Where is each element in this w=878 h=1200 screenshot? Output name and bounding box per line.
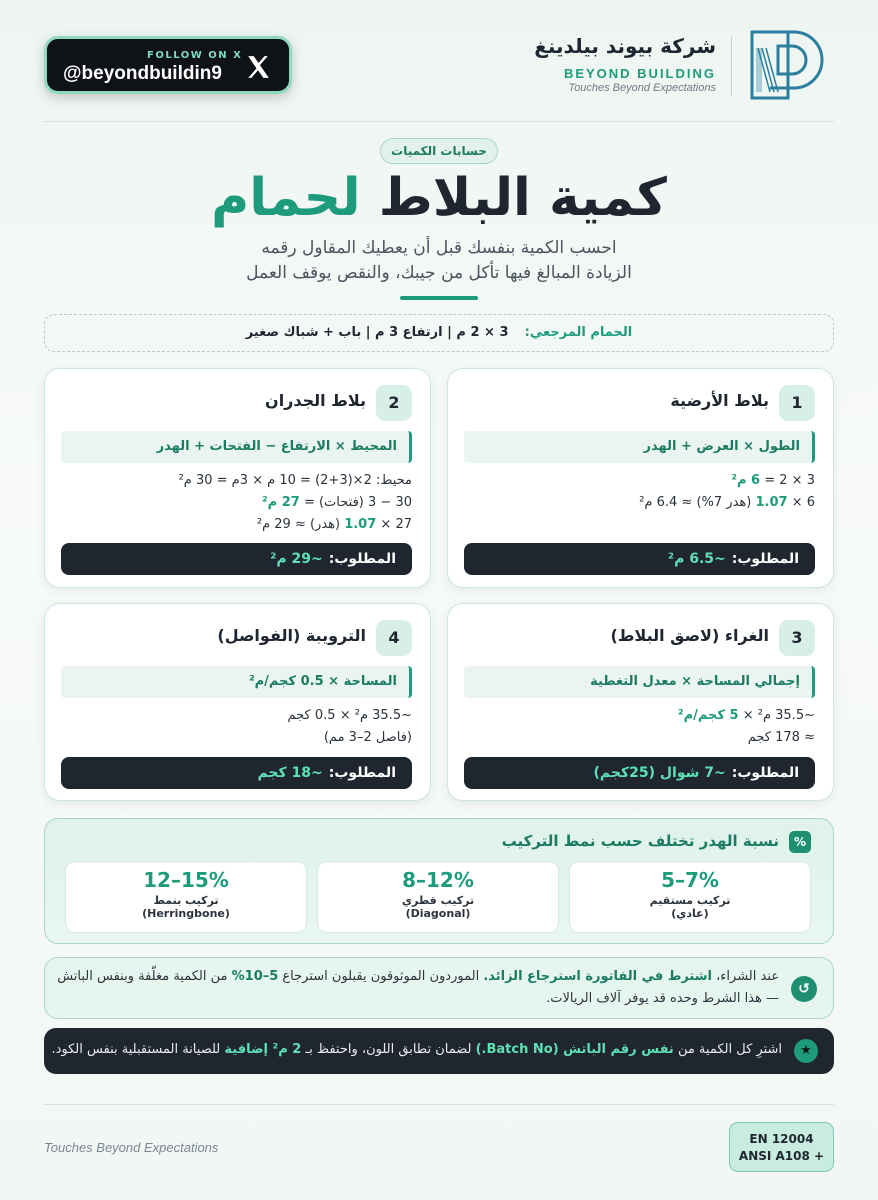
waste-item-diagonal — [317, 861, 559, 933]
card-number: 1 — [779, 385, 815, 421]
calc-text: (هدر) ≈ 29 م² — [256, 517, 345, 532]
percent-icon: % — [789, 831, 811, 853]
card-title: بلاط الأرضية — [670, 391, 769, 410]
subtitle-line-1: احسب الكمية بنفسك قبل أن يعطيك المقاول رقمه — [261, 238, 617, 258]
waste-sub: (عادي) — [671, 907, 709, 920]
waste-name: تركيب قطري — [401, 894, 475, 907]
calc-highlight: 27 م² — [261, 495, 300, 510]
calc-line-3 — [257, 517, 412, 532]
result-value: ~29 م² — [270, 551, 323, 567]
standard-en: EN 12004 — [749, 1132, 814, 1146]
note-text: اشترِ كل الكمية من — [673, 1042, 782, 1057]
calc-text: 27 × — [376, 517, 412, 532]
card-tile-adhesive — [447, 603, 834, 801]
header-divider — [44, 121, 834, 122]
reference-label: الحمام المرجعي: — [524, 325, 633, 340]
card-formula: المساحة × 0.5 كجم/م² — [61, 666, 412, 698]
waste-pct: 12–15% — [143, 868, 229, 892]
waste-pct: 5–7% — [661, 868, 719, 892]
batch-note — [44, 1028, 834, 1074]
result-value: ~18 كجم — [257, 765, 323, 781]
brand-name-ar: شركة بيوند بيلدينغ — [534, 34, 716, 58]
tip-highlight: اشترط في الفاتورة استرجاع الزائد. — [483, 969, 712, 984]
card-result — [61, 757, 412, 789]
calc-highlight: 5 كجم/م² — [677, 708, 739, 723]
result-label: المطلوب: — [731, 765, 799, 781]
card-formula: إجمالي المساحة × معدل التغطية — [464, 666, 815, 698]
waste-item-herringbone — [65, 861, 307, 933]
waste-sub: (Diagonal) — [405, 907, 471, 920]
card-title: الغراء (لاصق البلاط) — [610, 626, 769, 645]
waste-name: تركيب مستقيم — [649, 894, 731, 907]
calc-highlight: 6 م² — [731, 473, 761, 488]
card-result — [464, 543, 815, 575]
card-number: 4 — [376, 620, 412, 656]
result-value: ~6.5 م² — [667, 551, 726, 567]
card-title: الترويبة (الفواصل) — [217, 626, 366, 645]
title-part-2: لحمام — [211, 168, 361, 228]
card-number: 2 — [376, 385, 412, 421]
card-formula: الطول × العرض + الهدر — [464, 431, 815, 463]
calc-line-1 — [731, 473, 815, 488]
footer-divider — [44, 1104, 834, 1105]
reference-value: 3 × 2 م | ارتفاع 3 م | باب + شباك صغير — [245, 325, 509, 340]
x-logo-icon — [245, 54, 271, 80]
result-label: المطلوب: — [328, 765, 396, 781]
return-tip — [44, 957, 834, 1019]
tip-line-2: — هذا الشرط وحده قد يوفر آلاف الريالات. — [546, 991, 779, 1006]
calc-line-2: ≈ 178 كجم — [747, 730, 815, 745]
calc-line-2 — [262, 495, 412, 510]
note-highlight: 2 م² إضافية — [224, 1042, 302, 1057]
waste-title: نسبة الهدر تختلف حسب نمط التركيب — [501, 832, 779, 850]
result-label: المطلوب: — [731, 551, 799, 567]
standard-ansi: ANSI A108 + — [738, 1149, 825, 1163]
calc-line-1 — [678, 708, 815, 723]
calc-text: 6 × — [787, 495, 815, 510]
result-label: المطلوب: — [328, 551, 396, 567]
star-icon: ★ — [794, 1039, 818, 1063]
card-grout — [44, 603, 431, 801]
card-result — [464, 757, 815, 789]
page-title — [0, 168, 878, 228]
title-part-1: كمية البلاط — [378, 168, 667, 228]
waste-sub: (Herringbone) — [142, 907, 230, 920]
card-number: 3 — [779, 620, 815, 656]
title-underline — [400, 296, 478, 300]
waste-item-straight — [569, 861, 811, 933]
tip-text: من الكمية مغلّفة وبنفس الباتش — [57, 969, 232, 984]
card-floor-tiles — [447, 368, 834, 588]
follow-on-x-button[interactable] — [44, 36, 292, 94]
brand-block — [534, 28, 830, 103]
calc-highlight: 1.07 — [755, 495, 788, 510]
card-title: بلاط الجدران — [265, 391, 366, 410]
tip-text: عند الشراء، — [711, 969, 779, 984]
calc-line-1: محيط: 2×(3+2) = 10 م × 3م = 30 م² — [178, 473, 412, 488]
tip-line-1 — [57, 969, 779, 984]
calc-line-2: (فاصل 2–3 مم) — [323, 730, 412, 745]
calc-text: (هدر 7%) ≈ 6.4 م² — [639, 495, 756, 510]
calc-line-2 — [639, 495, 815, 510]
batch-note-text — [51, 1042, 782, 1057]
brand-logo-icon — [748, 28, 830, 103]
calc-text: 30 − 3 (فتحات) = — [299, 495, 412, 510]
note-text: لضمان تطابق اللون، واحتفظ بـ — [301, 1042, 476, 1057]
header — [0, 0, 878, 122]
category-pill: حسابات الكميات — [380, 138, 498, 164]
x-handle: @beyondbuildin9 — [63, 63, 222, 84]
tip-highlight: 5–10% — [231, 969, 279, 984]
card-result — [61, 543, 412, 575]
waste-percentage-panel — [44, 818, 834, 944]
brand-divider — [731, 36, 732, 96]
note-text: للصيانة المستقبلية بنفس الكود. — [51, 1042, 225, 1057]
follow-label: FOLLOW ON X — [147, 50, 243, 61]
result-value: ~7 شوال (25كجم) — [593, 765, 726, 781]
subtitle-line-2: الزيادة المبالغ فيها تأكل من جيبك، والنقص يوقف العمل — [246, 263, 632, 283]
calc-line-1: ~35.5 م² × 0.5 كجم — [287, 708, 412, 723]
calc-highlight: 1.07 — [344, 517, 377, 532]
footer-tagline: Touches Beyond Expectations — [44, 1140, 219, 1155]
standards-badge — [729, 1122, 834, 1172]
calc-text: 3 × 2 = — [760, 473, 815, 488]
refresh-icon: ↺ — [791, 976, 817, 1002]
calc-text: ~35.5 م² × — [738, 708, 815, 723]
card-wall-tiles — [44, 368, 431, 588]
card-formula: المحيط × الارتفاع − الفتحات + الهدر — [61, 431, 412, 463]
reference-bathroom — [44, 314, 834, 352]
note-highlight: نفس رقم الباتش (Batch No.) — [475, 1042, 674, 1057]
waste-pct: 8–12% — [402, 868, 474, 892]
brand-tagline: Touches Beyond Expectations — [568, 82, 716, 94]
brand-name-en: BEYOND BUILDING — [563, 66, 716, 81]
waste-name: تركيب بنمط — [153, 894, 219, 907]
tip-text: الموردون الموثوقون يقبلون استرجاع — [278, 969, 484, 984]
